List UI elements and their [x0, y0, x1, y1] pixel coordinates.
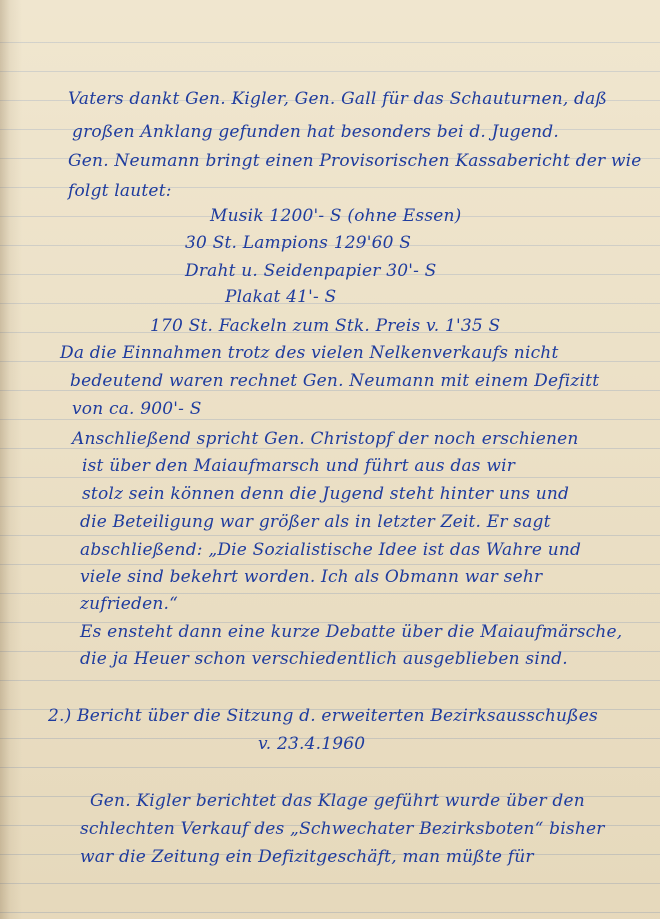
handwritten-line: Es ensteht dann eine kurze Debatte über die Maiaufmärsche,	[80, 622, 623, 642]
handwritten-line: stolz sein können denn die Jugend steht hinter uns und	[82, 484, 570, 504]
handwritten-line: ist über den Maiaufmarsch und führt aus das wir	[82, 456, 516, 476]
handwritten-line: folgt lautet:	[68, 181, 172, 201]
handwritten-line: war die Zeitung ein Defizitgeschäft, man müßte für	[80, 847, 534, 867]
handwritten-line: Anschließend spricht Gen. Christopf der noch erschienen	[72, 429, 579, 449]
cash-report-line: 170 St. Fackeln zum Stk. Preis v. 1'35 S	[150, 316, 501, 336]
handwritten-line: schlechten Verkauf des „Schwechater Bezirksboten“ bisher	[80, 819, 605, 839]
handwritten-line: Vaters dankt Gen. Kigler, Gen. Gall für das Schauturnen, daß	[68, 89, 608, 109]
cash-report-line: Musik 1200'- S (ohne Essen)	[210, 206, 462, 226]
handwritten-line: von ca. 900'- S	[72, 399, 202, 419]
handwritten-line: die ja Heuer schon verschiedentlich ausgeblieben sind.	[80, 649, 568, 669]
section-heading: 2.) Bericht über die Sitzung d. erweiterten Bezirksausschußes	[48, 706, 598, 726]
handwritten-line: großen Anklang gefunden hat besonders bei d. Jugend.	[72, 122, 559, 142]
section-date: v. 23.4.1960	[258, 734, 366, 754]
handwritten-line: viele sind bekehrt worden. Ich als Obmann war sehr	[80, 567, 543, 587]
handwritten-line: zufrieden.“	[80, 594, 179, 614]
cash-report-line: Plakat 41'- S	[225, 287, 337, 307]
handwritten-line: bedeutend waren rechnet Gen. Neumann mit einem Defizitt	[70, 371, 600, 391]
cash-report-line: 30 St. Lampions 129'60 S	[185, 233, 412, 253]
handwritten-line: Da die Einnahmen trotz des vielen Nelkenverkaufs nicht	[60, 343, 559, 363]
handwritten-line: Gen. Kigler berichtet das Klage geführt wurde über den	[90, 791, 585, 811]
handwritten-line: Gen. Neumann bringt einen Provisorischen Kassabericht der wie	[68, 151, 642, 171]
handwritten-line: die Beteiligung war größer als in letzter Zeit. Er sagt	[80, 512, 551, 532]
handwritten-line: abschließend: „Die Sozialistische Idee ist das Wahre und	[80, 540, 582, 560]
cash-report-line: Draht u. Seidenpapier 30'- S	[185, 261, 437, 281]
